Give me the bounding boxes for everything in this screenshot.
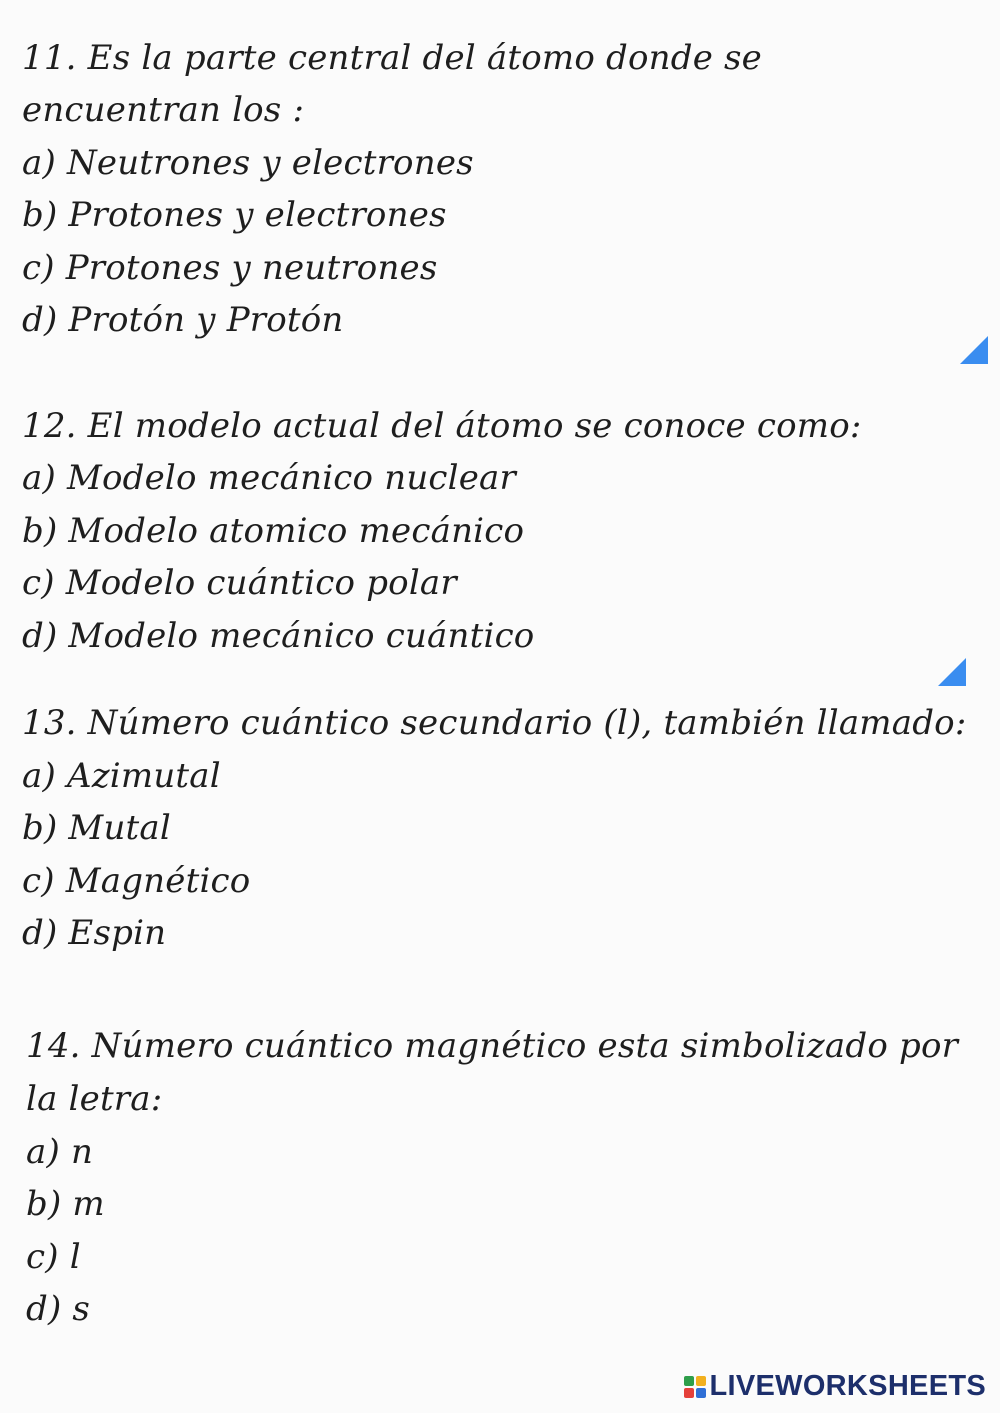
- question-11-option-c[interactable]: c) Protones y neutrones: [22, 248, 438, 288]
- question-14-stem-line-2: la letra:: [26, 1079, 163, 1119]
- question-14-option-b[interactable]: b) m: [26, 1184, 105, 1224]
- question-11-option-a[interactable]: a) Neutrones y electrones: [22, 143, 474, 183]
- question-13-stem-line-1: 13. Número cuántico secundario (l), también llamado:: [22, 703, 967, 743]
- answer-marker-12[interactable]: [938, 658, 966, 686]
- logo-square-blue: [696, 1388, 706, 1398]
- liveworksheets-logo: [684, 1370, 987, 1403]
- question-13-option-c[interactable]: c) Magnético: [22, 861, 251, 901]
- question-11-stem-line-1: 11. Es la parte central del átomo donde se: [22, 38, 762, 78]
- question-11-stem-line-2: encuentran los :: [22, 90, 305, 130]
- question-12-stem-line-1: 12. El modelo actual del átomo se conoce como:: [22, 406, 862, 446]
- question-14-option-c[interactable]: c) l: [26, 1237, 81, 1277]
- question-14-option-a[interactable]: a) n: [26, 1132, 94, 1172]
- question-14-stem-line-1: 14. Número cuántico magnético esta simbolizado por: [26, 1026, 959, 1066]
- question-11-option-d[interactable]: d) Protón y Protón: [22, 300, 344, 340]
- question-12-option-a[interactable]: a) Modelo mecánico nuclear: [22, 458, 516, 498]
- logo-mark-icon: [684, 1376, 706, 1398]
- question-11-option-b[interactable]: b) Protones y electrones: [22, 195, 447, 235]
- logo-square-red: [684, 1388, 694, 1398]
- question-12-option-d[interactable]: d) Modelo mecánico cuántico: [22, 616, 535, 656]
- logo-text: LIVEWORKSHEETS: [709, 1370, 986, 1402]
- question-13-option-d[interactable]: d) Espin: [22, 913, 167, 953]
- logo-square-yellow: [696, 1376, 706, 1386]
- question-12-option-c[interactable]: c) Modelo cuántico polar: [22, 563, 457, 603]
- question-13-option-a[interactable]: a) Azimutal: [22, 756, 221, 796]
- question-14-option-d[interactable]: d) s: [26, 1289, 91, 1329]
- answer-marker-11[interactable]: [960, 336, 988, 364]
- question-12-option-b[interactable]: b) Modelo atomico mecánico: [22, 511, 525, 551]
- question-13-option-b[interactable]: b) Mutal: [22, 808, 171, 848]
- logo-square-green: [684, 1376, 694, 1386]
